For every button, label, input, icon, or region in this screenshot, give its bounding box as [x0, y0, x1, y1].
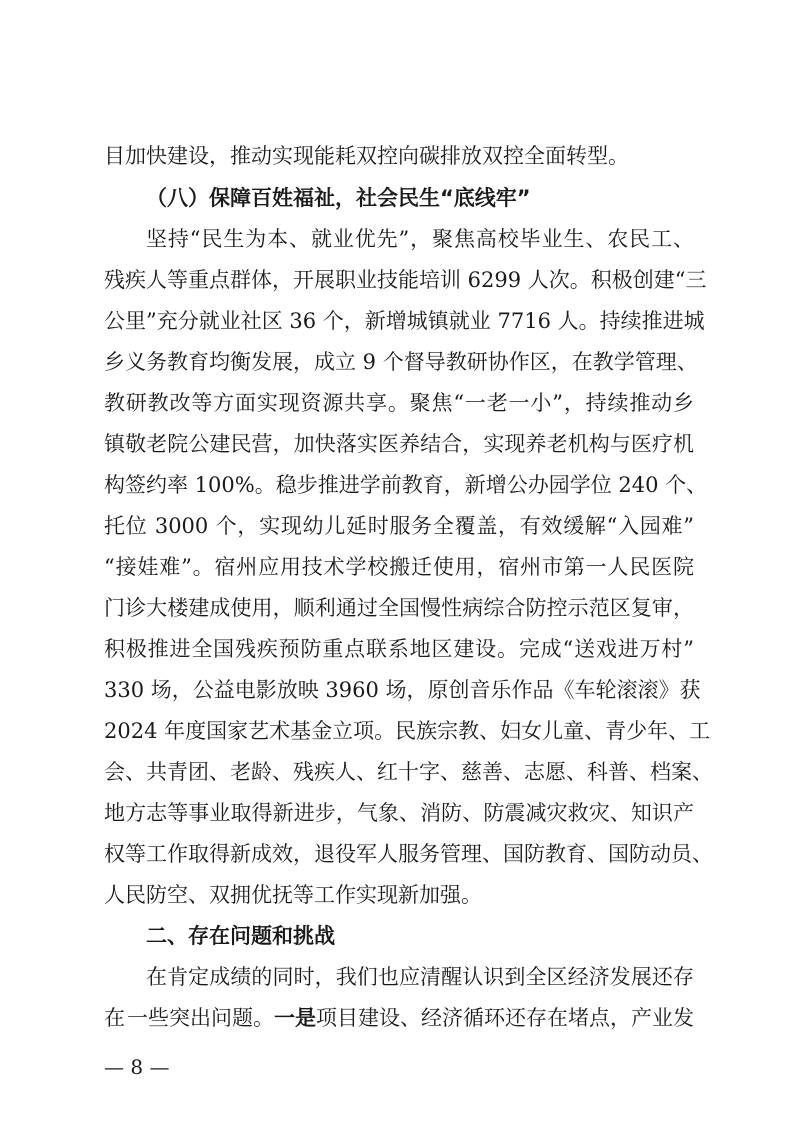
paragraph-line: 门诊大楼建成使用，顺利通过全国慢性病综合防控示范区复审，	[104, 596, 694, 620]
paragraph-line: 坚持“民生为本、就业优先”，聚焦高校毕业生、农民工、	[146, 227, 694, 251]
paragraph-line: 教研教改等方面实现资源共享。聚焦“一老一小”，持续推动乡	[104, 391, 694, 415]
paragraph-line: 权等工作取得新成效，退役军人服务管理、国防教育、国防动员、	[104, 842, 713, 866]
paragraph-line: 会、共青团、老龄、残疾人、红十字、慈善、志愿、科普、档案、	[104, 760, 713, 784]
paragraph-line: 乡义务教育均衡发展，成立 9 个督导教研协作区，在教学管理、	[104, 350, 698, 374]
paragraph-line: 目加快建设，推动实现能耗双控向碳排放双控全面转型。	[104, 144, 629, 168]
emphasis-text: 一是	[274, 1006, 316, 1030]
section-heading: 二、存在问题和挑战	[146, 924, 335, 948]
paragraph-line: 330 场，公益电影放映 3960 场，原创音乐作品《车轮滚滚》获	[104, 678, 701, 702]
paragraph-line: 构签约率 100%。稳步推进学前教育，新增公办园学位 240 个、	[104, 473, 708, 497]
paragraph-line: “接娃难”。宿州应用技术学校搬迁使用，宿州市第一人民医院	[104, 555, 694, 579]
paragraph-line: 地方志等事业取得新进步，气象、消防、防震减灾救灾、知识产	[104, 801, 694, 825]
paragraph-line: 人民防空、双拥优抚等工作实现新加强。	[104, 883, 482, 907]
paragraph-line: 2024 年度国家艺术基金立项。民族宗教、妇女儿童、青少年、工	[104, 719, 711, 743]
paragraph-line: 在肯定成绩的同时，我们也应清醒认识到全区经济发展还存	[146, 965, 694, 989]
paragraph-line: 托位 3000 个，实现幼儿延时服务全覆盖，有效缓解“入园难”	[104, 514, 694, 538]
page-number: — 8 —	[104, 1055, 170, 1079]
paragraph-text: 项目建设、经济循环还存在堵点，产业发	[316, 1006, 694, 1030]
paragraph-line-with-emphasis: 在一些突出问题。一是项目建设、经济循环还存在堵点，产业发	[104, 1006, 694, 1030]
paragraph-line: 镇敬老院公建民营，加快落实医养结合，实现养老机构与医疗机	[104, 432, 694, 456]
paragraph-text: 一些突出问题。	[127, 1006, 274, 1030]
paragraph-line: 积极推进全国残疾预防重点联系地区建设。完成“送戏进万村”	[104, 637, 694, 661]
subsection-heading: （八）保障百姓福祉，社会民生“底线牢”	[146, 186, 531, 210]
paragraph-line: 残疾人等重点群体，开展职业技能培训 6299 人次。积极创建“三	[104, 268, 707, 292]
paragraph-line: 公里”充分就业社区 36 个，新增城镇就业 7716 人。持续推进城	[104, 309, 705, 333]
